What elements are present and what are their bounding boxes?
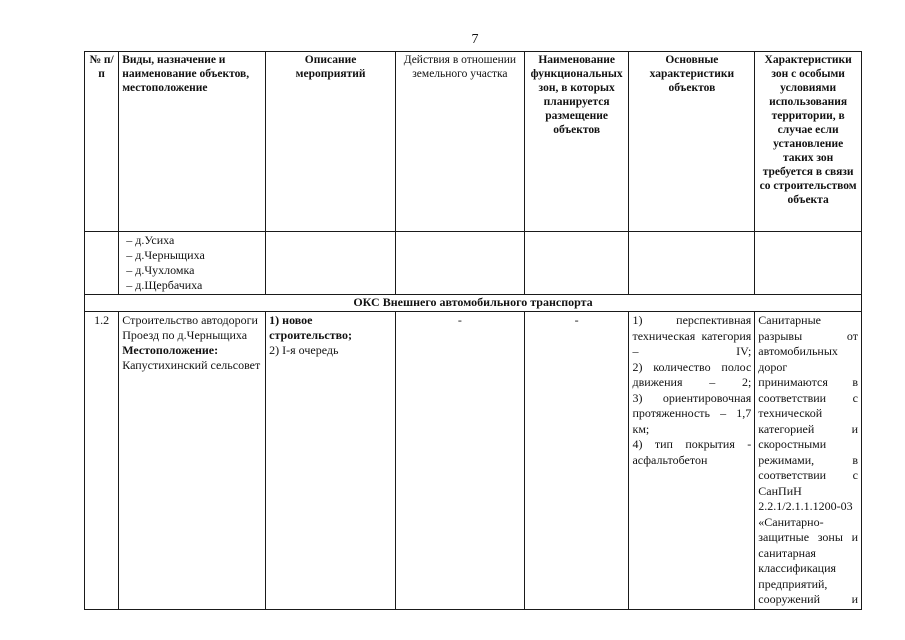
col-header-characteristics: Основные характеристики объектов [629,52,755,232]
village-list [122,233,262,293]
list-item: – д.Щербачиха [126,278,262,293]
measures-cell [266,312,396,610]
village-row [85,232,862,295]
functional-zone-value: - [524,312,629,610]
list-item: – д.Усиха [126,233,262,248]
col-header-land-actions: Действия в отношении земельного участка [395,52,524,232]
section-row [85,295,862,312]
object-name: Строительство автодороги Проезд по д.Черныщиха [122,313,258,342]
list-item: – д.Чухломка [126,263,262,278]
planning-table [84,51,862,610]
characteristic-item: 2) количество полос движения – 2; [632,359,752,389]
col-header-measures: Описание мероприятий [266,52,396,232]
header-row [85,52,862,232]
object-cell [119,312,266,610]
list-item: – д.Черныщиха [126,248,262,263]
section-title: ОКС Внешнего автомобильного транспорта [85,295,862,312]
characteristic-item: 4) тип покрытия - асфальтобетон [632,437,752,467]
measure-item: 1) новое строительство; [269,313,353,342]
row-number: 1.2 [85,312,119,610]
location-value: Капустихинский сельсовет [122,358,261,372]
measure-item: 2) I-я очередь [269,343,339,357]
table-row [85,312,862,610]
characteristics-cell [629,312,755,610]
col-header-object-type: Виды, назначение и наименование объектов, местоположение [119,52,266,232]
page-number: 7 [471,32,479,47]
characteristic-item: 3) ориентировочная протяженность – 1,7 км; [632,390,752,436]
location-label: Местоположение: [122,343,219,357]
land-action-value: - [395,312,524,610]
special-zone-text: Санитарные разрывы от автомобильных дорог принимаются в соответствии с технической категорией и скоростными режимами, в соответствии с СанПиН 2.2.1/2.1.1.1200-03 «Санитарно-защитные зоны и санитарная классификация предприятий, сооружений и [755,312,862,610]
col-header-number: № п/п [85,52,119,232]
col-header-functional-zones: Наименование функциональных зон, в которых планируется размещение объектов [524,52,629,232]
characteristic-item: 1) перспективная техническая категория – IV; [632,313,752,358]
col-header-special-zones: Характеристики зон с особыми условиями использования территории, в случае если установление таких зон требуется в связи со строительством объекта [755,52,862,232]
